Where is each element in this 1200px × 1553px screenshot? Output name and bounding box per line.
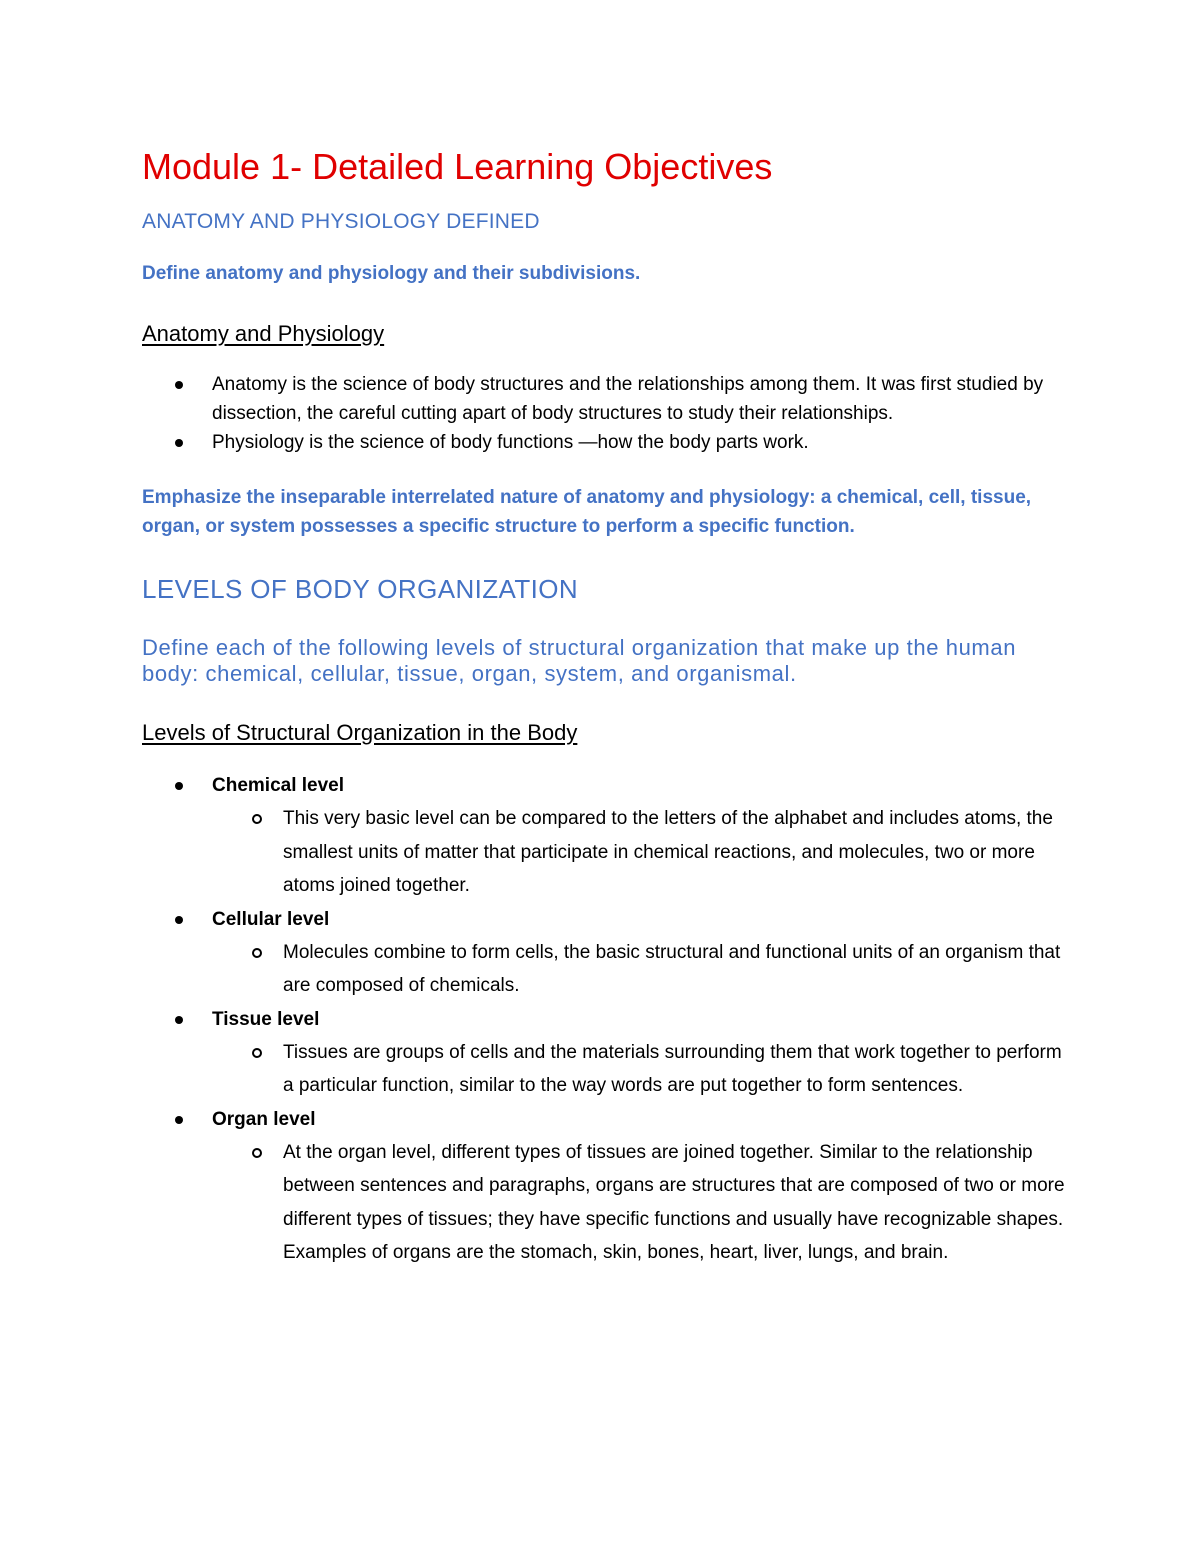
level-name: Cellular level bbox=[212, 908, 330, 930]
level-item-cellular bbox=[142, 903, 1072, 1003]
anatomy-physiology-list bbox=[142, 370, 1072, 457]
subheading-levels: Levels of Structural Organization in the Body bbox=[142, 720, 578, 745]
learning-objective-2: Define each of the following levels of structural organization that make up the human body: chemical, cellular, tissue, organ, system, and organismal. bbox=[142, 635, 1017, 686]
level-description: This very basic level can be compared to the letters of the alphabet and includes atoms, the smallest units of matter that participate in chemical reactions, and molecules, two or more atoms joined together. bbox=[212, 802, 1072, 903]
learning-objective-1: Define anatomy and physiology and their subdivisions. bbox=[142, 263, 641, 284]
level-item-chemical bbox=[142, 769, 1072, 903]
level-item-tissue bbox=[142, 1003, 1072, 1103]
level-description: At the organ level, different types of tissues are joined together. Similar to the relationship between sentences and paragraphs, organs are structures that are composed of two or more different types of tissues; they have specific functions and usually have recognizable shapes. Examples of organs are the stomach, skin, bones, heart, liver, lungs, and brain. bbox=[212, 1136, 1072, 1270]
subheading-anatomy-physiology: Anatomy and Physiology bbox=[142, 321, 385, 346]
level-name: Chemical level bbox=[212, 775, 345, 796]
level-name: Organ level bbox=[212, 1108, 316, 1130]
levels-list bbox=[142, 769, 1072, 1270]
level-name: Tissue level bbox=[212, 1008, 320, 1030]
list-item-physiology: Physiology is the science of body functions —how the body parts work. bbox=[142, 428, 1072, 457]
level-item-organ bbox=[142, 1103, 1072, 1270]
document-title: Module 1- Detailed Learning Objectives bbox=[142, 146, 773, 187]
document-body bbox=[142, 142, 1072, 1270]
section-heading-anatomy-physiology: ANATOMY AND PHYSIOLOGY DEFINED bbox=[142, 210, 540, 233]
level-description: Tissues are groups of cells and the materials surrounding them that work together to perform a particular function, similar to the way words are put together to form sentences. bbox=[212, 1036, 1072, 1103]
level-description: Molecules combine to form cells, the basic structural and functional units of an organism that are composed of chemicals. bbox=[212, 936, 1072, 1003]
list-item-anatomy: Anatomy is the science of body structures and the relationships among them. It was first studied by dissection, the careful cutting apart of body structures to study their relationships. bbox=[142, 370, 1072, 428]
emphasis-note: Emphasize the inseparable interrelated nature of anatomy and physiology: a chemical, cell, tissue, organ, or system possesses a specific structure to perform a specific function. bbox=[142, 487, 1032, 537]
section-heading-levels: LEVELS OF BODY ORGANIZATION bbox=[142, 574, 579, 604]
